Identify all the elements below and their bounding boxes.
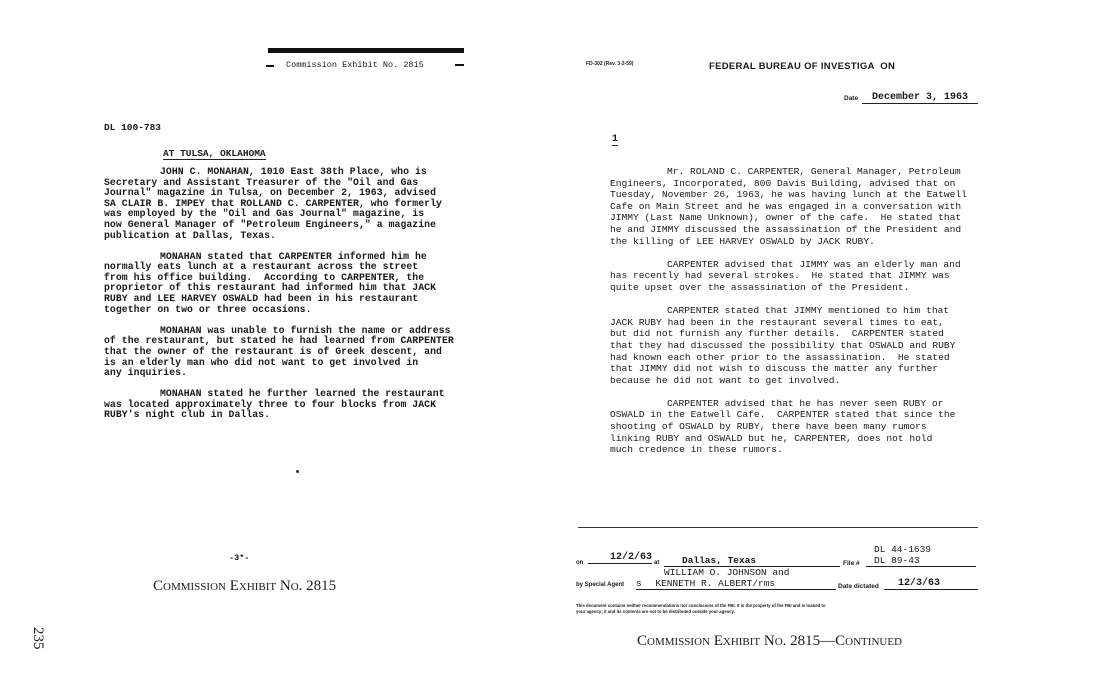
text-line: was employed by the "Oil and Gas Journal" magazine, is — [104, 208, 425, 220]
text-line: RUBY's night club in Dallas. — [104, 409, 271, 421]
on-date-text: 12/2/63 — [609, 552, 652, 563]
file-number-2-text: DL 89-43 — [874, 555, 920, 566]
date-text: December 3, 1963 — [872, 92, 969, 103]
at-label: at — [654, 560, 660, 566]
text-line: JACK RUBY had been in the restaurant several times to eat, — [610, 316, 944, 328]
text-line: Mr. ROLAND C. CARPENTER, General Manager, Petroleum — [667, 166, 961, 177]
text-line: publication at Dallas, Texas. — [104, 229, 276, 241]
paragraph — [610, 398, 970, 456]
agent-prefix: s — [636, 578, 642, 589]
dictated-label: Date dictated — [838, 583, 879, 590]
text-line: RUBY and LEE HARVEY OSWALD had been in his restaurant — [104, 293, 419, 305]
paragraph — [104, 167, 449, 241]
paragraph — [104, 389, 449, 421]
location-heading: AT TULSA, OKLAHOMA — [163, 148, 266, 159]
page-number: -3*- — [229, 553, 250, 563]
text-line: together on two or three occasions. — [104, 303, 312, 315]
file-number: DL 100-783 — [104, 122, 162, 133]
right-body — [610, 166, 970, 467]
paragraph — [610, 305, 970, 386]
text-line: that the owner of the restaurant is of Greek descent, and — [104, 345, 442, 357]
speck — [296, 470, 299, 473]
text-line: SA CLAIR B. IMPEY that ROLLAND C. CARPENTER, who formerly — [104, 197, 442, 209]
dictated-date-text: 12/3/63 — [898, 578, 941, 589]
agent-line-2 — [636, 578, 836, 590]
text-line: JIMMY (Last Name Unknown), owner of the cafe. He stated that — [610, 212, 962, 224]
volume-page-number: 235 — [30, 627, 46, 650]
file-number-1: DL 44-1639 — [874, 544, 932, 555]
text-line: linking RUBY and OSWALD but he, CARPENTER, does not hold — [610, 432, 933, 444]
text-line: MONAHAN was unable to furnish the name or address — [160, 324, 451, 336]
text-line: Engineers, Incorporated, 800 Davis Building, advised that on — [610, 177, 956, 189]
agency-title: FEDERAL BUREAU OF INVESTIGA ON — [709, 61, 896, 72]
exhibit-caption-continued: Commission Exhibit No. 2815—Continued — [637, 633, 902, 649]
text-line: Secretary and Assistant Treasurer of the "Oil and Gas — [104, 176, 419, 188]
agent-line-2-text: KENNETH R. ALBERT/rms — [655, 578, 776, 589]
form-footer — [576, 544, 986, 620]
at-location — [664, 555, 840, 567]
text-line: had known each other prior to the assassination. He stated — [610, 351, 950, 363]
text-line: Journal" magazine in Tulsa, on December 2, 1963, advised — [104, 187, 437, 199]
on-label: on — [576, 560, 584, 566]
text-line: was located approximately three to four blocks from JACK — [104, 398, 437, 410]
file-number-2 — [866, 555, 976, 567]
text-line: has recently had several strokes. He stated that JIMMY was — [610, 270, 950, 282]
at-location-text: Dallas, Texas — [682, 555, 757, 566]
text-line: that JIMMY did not wish to discuss the matter any further — [610, 363, 939, 375]
paragraph — [610, 166, 970, 247]
paragraph — [104, 324, 454, 379]
text-line: because he did not want to get involved. — [610, 374, 841, 386]
paragraph — [610, 259, 970, 294]
text-line: of the restaurant, but stated he had learned from CARPENTER — [104, 335, 454, 347]
left-body — [104, 166, 454, 431]
text-line: Tuesday, November 26, 1963, he was having lunch at the Eatwell — [610, 189, 967, 201]
divider-line — [578, 527, 978, 528]
date-label: Date — [844, 95, 859, 102]
dictated-date — [884, 578, 978, 590]
text-line: he and JIMMY discussed the assassination of the President and — [610, 223, 962, 235]
text-line: normally eats lunch at a restaurant across the street — [104, 261, 419, 273]
text-line: MONAHAN stated that CARPENTER informed him he — [160, 250, 427, 262]
exhibit-caption: Commission Exhibit No. 2815 — [153, 578, 337, 594]
paragraph — [104, 252, 449, 316]
text-line: MONAHAN stated he further learned the restaurant — [160, 388, 445, 400]
text-line: the killing of LEE HARVEY OSWALD by JACK RUBY. — [610, 235, 875, 247]
text-line: proprietor of this restaurant had informed him that JACK — [104, 282, 437, 294]
text-line: but did not furnish any further details. CARPENTER stated — [610, 328, 944, 340]
text-line: now General Manager of "Petroleum Engineers," a magazine — [104, 218, 437, 230]
dash-mark — [455, 64, 464, 66]
on-date — [588, 552, 652, 564]
text-line: JOHN C. MONAHAN, 1010 East 38th Place, who is — [160, 166, 427, 177]
text-line: CARPENTER advised that he has never seen RUBY or — [667, 397, 944, 409]
text-line: shooting of OSWALD by RUBY, there have been many rumors — [610, 421, 927, 433]
redaction-bar — [268, 48, 464, 53]
file-label: File # — [843, 560, 860, 567]
text-line: any inquiries. — [104, 367, 188, 379]
text-line: CARPENTER stated that JIMMY mentioned to him that — [667, 305, 950, 317]
text-line: is an elderly man who did not want to get involved in — [104, 356, 419, 368]
disclaimer-line-1: This document contains neither recommendations nor conclusions of the FBI. It is the property of the FBI and is loaned to — [576, 603, 826, 608]
exhibit-header: Commission Exhibit No. 2815 — [286, 60, 424, 70]
text-line: OSWALD in the Eatwell Cafe. CARPENTER stated that since the — [610, 409, 956, 421]
text-line: quite upset over the assassination of the President. — [610, 281, 910, 293]
agent-line-1: WILLIAM O. JOHNSON and — [664, 567, 790, 578]
text-line: from his office building. According to CARPENTER, the — [104, 271, 425, 283]
text-line: that they had discussed the possibility that OSWALD and RUBY — [610, 339, 956, 351]
agent-label: by Special Agent — [576, 582, 625, 588]
form-number: FD-302 (Rev. 3-3-59) — [586, 61, 634, 67]
dash-mark — [266, 65, 274, 67]
text-line: much credence in these rumors. — [610, 444, 783, 456]
text-line: Cafe on Main Street and he was engaged in a conversation with — [610, 200, 962, 212]
date-value — [862, 92, 978, 104]
text-line: CARPENTER advised that JIMMY was an elderly man and — [667, 258, 961, 270]
page-marker: 1 — [612, 134, 619, 145]
disclaimer-line-2: your agency; it and its contents are not to be distributed outside your agency. — [576, 609, 735, 614]
